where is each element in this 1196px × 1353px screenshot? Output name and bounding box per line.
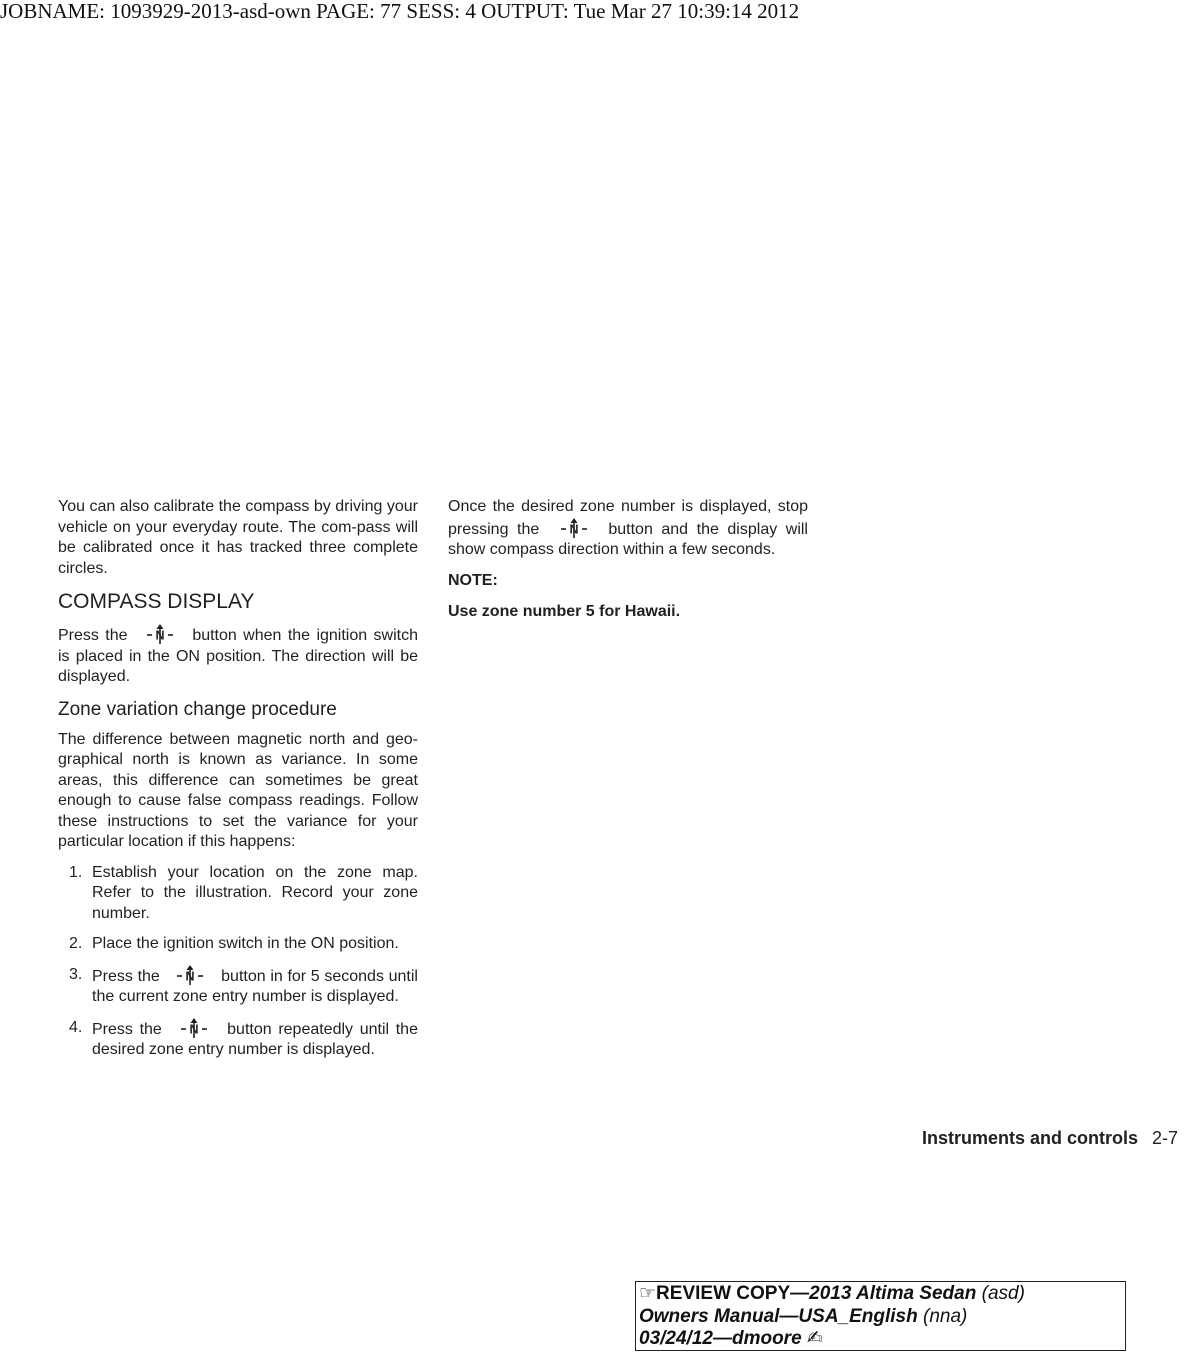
footer-page-number: 2-7 (1152, 1128, 1179, 1148)
step-post-text: button in for 5 seconds until the current zone entry number is displayed. (92, 967, 418, 1005)
footer-section-title: Instruments and controls (922, 1128, 1139, 1148)
review-line-1 (639, 1283, 1125, 1306)
step-pre-text: Press the (92, 967, 160, 985)
step-number: 3. (69, 965, 83, 983)
job-header: JOBNAME: 1093929-2013-asd-own PAGE: 77 SESS: 4 OUTPUT: Tue Mar 27 10:39:14 2012 (0, 0, 800, 23)
step-pre-text: Press the (92, 1020, 162, 1038)
step-text: Establish your location on the zone map. Refer to the illustration. Record your zone number. (92, 863, 418, 922)
compass-n-button-icon (168, 1018, 220, 1038)
step-number: 2. (69, 935, 83, 952)
svg-text:N: N (569, 522, 579, 536)
review-date-author: 03/24/12—dmoore (639, 1328, 802, 1349)
review-label: REVIEW COPY— (656, 1283, 810, 1304)
step-post-text: button repeatedly until the desired zone entry number is displayed. (92, 1020, 418, 1058)
writing-hand-icon: ✍ (806, 1328, 823, 1349)
p1-post-text: button and the display will show compass direction within a few seconds. (448, 520, 808, 558)
review-line-2 (639, 1306, 1125, 1329)
p1-pre-text: Once the desired zone number is displayed, stop pressing the (448, 498, 808, 538)
compass-post-text: button when the ignition switch is placed in the ON position. The direction will be displayed. (58, 627, 418, 685)
step-3 (58, 965, 418, 1008)
step-4 (58, 1018, 418, 1061)
svg-text:N: N (185, 969, 195, 983)
review-manual-code: (nna) (917, 1305, 968, 1327)
step-number: 1. (69, 863, 83, 881)
zone-intro-paragraph: The difference between magnetic north and geo-graphical north is known as variance. In some areas, this difference can sometimes be great enough to cause false compass readings. Follow these instructions to set the variance for your particular location if this happens: (58, 730, 418, 850)
compass-n-button-icon (548, 518, 600, 538)
right-column (448, 497, 808, 633)
note-text: Use zone number 5 for Hawaii. (448, 603, 681, 620)
compass-n-button-icon (134, 624, 186, 644)
pointing-hand-icon: ☞ (639, 1283, 657, 1304)
left-column (58, 497, 418, 1071)
note-label: NOTE: (448, 571, 498, 589)
review-model-code: (asd) (976, 1283, 1025, 1304)
zone-variation-heading: Zone variation change procedure (58, 698, 337, 720)
step-text: Place the ignition switch in the ON position. (92, 935, 399, 952)
review-copy-box (635, 1281, 1126, 1351)
procedure-steps (58, 863, 418, 1061)
compass-display-heading: COMPASS DISPLAY (58, 590, 255, 613)
review-manual: Owners Manual—USA_English (639, 1305, 918, 1327)
compass-display-paragraph (58, 624, 418, 688)
step-number: 4. (69, 1018, 83, 1036)
svg-text:N: N (155, 628, 165, 643)
review-model: 2013 Altima Sedan (809, 1283, 977, 1304)
svg-text:N: N (189, 1022, 199, 1036)
stop-pressing-paragraph (448, 497, 808, 561)
review-line-3 (639, 1328, 1125, 1351)
step-2 (58, 934, 418, 955)
step-1 (58, 863, 418, 925)
compass-n-button-icon (164, 965, 216, 985)
intro-paragraph: You can also calibrate the compass by driving your vehicle on your everyday route. The com-pass will be calibrated once it has tracked three complete circles. (58, 498, 418, 577)
compass-pre-text: Press the (58, 627, 128, 644)
page-footer (922, 1127, 1196, 1149)
